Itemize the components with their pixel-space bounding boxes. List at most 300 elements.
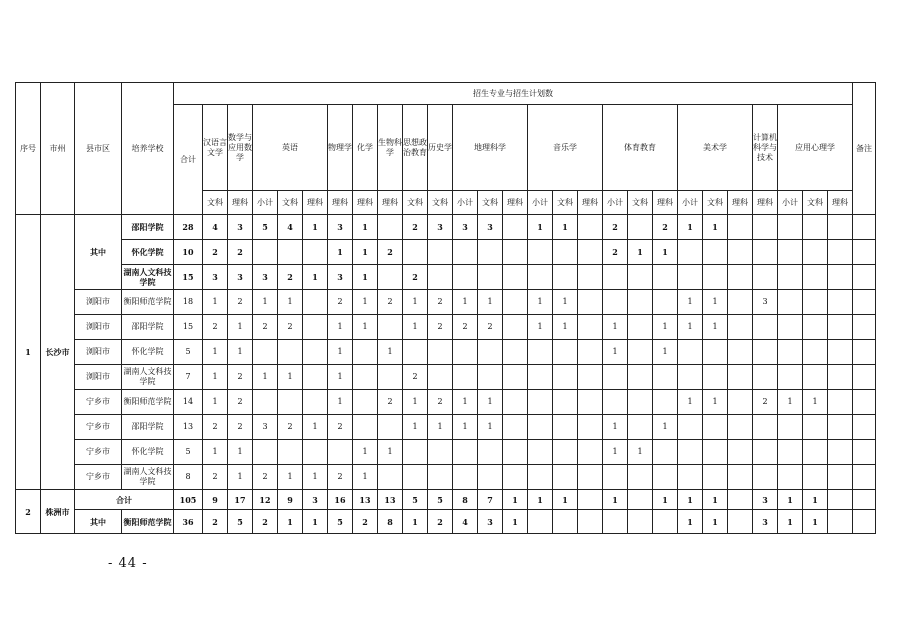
table-row [16, 490, 876, 510]
table-cell: 2 [253, 315, 278, 340]
table-cell [828, 365, 853, 390]
table-cell [828, 490, 853, 510]
table-cell: 1 [653, 240, 678, 265]
header-chinese: 汉语言文学 [203, 105, 228, 191]
sub-wen: 文科 [553, 191, 578, 215]
table-cell: 1 [628, 240, 653, 265]
table-cell [578, 290, 603, 315]
sub-wen: 文科 [628, 191, 653, 215]
table-cell: 8 [378, 510, 403, 534]
table-row [16, 440, 876, 465]
table-row [16, 510, 876, 534]
table-cell: 2 [403, 365, 428, 390]
table-cell [603, 390, 628, 415]
table-cell [828, 510, 853, 534]
header-english: 英语 [253, 105, 328, 191]
table-cell [578, 415, 603, 440]
row-remark [853, 415, 876, 440]
table-row [16, 415, 876, 440]
table-cell: 36 [174, 510, 203, 534]
table-cell [653, 365, 678, 390]
table-cell: 3 [478, 510, 503, 534]
table-cell: 1 [378, 440, 403, 465]
header-computer: 计算机科学与技术 [753, 105, 778, 191]
table-cell: 1 [678, 390, 703, 415]
table-cell [778, 215, 803, 240]
table-cell [303, 365, 328, 390]
table-cell: 1 [603, 415, 628, 440]
table-cell: 3 [753, 290, 778, 315]
table-cell [803, 340, 828, 365]
table-cell: 1 [603, 440, 628, 465]
table-cell: 1 [378, 340, 403, 365]
table-cell: 1 [603, 315, 628, 340]
table-cell [803, 215, 828, 240]
header-county: 县市区 [75, 83, 122, 215]
sub-li: 理科 [228, 191, 253, 215]
sub-li: 理科 [828, 191, 853, 215]
table-cell: 3 [228, 265, 253, 290]
table-cell [503, 340, 528, 365]
table-cell [353, 390, 378, 415]
table-cell [803, 290, 828, 315]
table-cell [828, 215, 853, 240]
table-cell: 1 [303, 265, 328, 290]
table-cell: 1 [703, 215, 728, 240]
sub-subtotal: 小计 [603, 191, 628, 215]
table-cell: 1 [678, 315, 703, 340]
table-row [16, 265, 876, 290]
table-cell: 1 [553, 315, 578, 340]
table-cell: 1 [303, 415, 328, 440]
table-cell [453, 440, 478, 465]
table-cell: 2 [428, 390, 453, 415]
table-cell [828, 240, 853, 265]
table-cell: 7 [174, 365, 203, 390]
header-math: 数学与应用数学 [228, 105, 253, 191]
table-cell: 1 [653, 340, 678, 365]
table-cell [653, 465, 678, 490]
table-cell [578, 465, 603, 490]
table-cell [553, 465, 578, 490]
table-cell [728, 465, 753, 490]
row-county: 浏阳市 [75, 340, 122, 365]
table-cell: 9 [278, 490, 303, 510]
table-cell: 8 [453, 490, 478, 510]
table-cell [253, 240, 278, 265]
table-cell [753, 340, 778, 365]
table-cell: 2 [278, 265, 303, 290]
table-cell: 15 [174, 315, 203, 340]
table-cell: 1 [453, 390, 478, 415]
row-remark [853, 315, 876, 340]
table-cell: 2 [278, 315, 303, 340]
table-cell: 16 [328, 490, 353, 510]
table-cell: 3 [453, 215, 478, 240]
header-school: 培养学校 [122, 83, 174, 215]
table-cell [603, 290, 628, 315]
table-cell: 1 [278, 465, 303, 490]
table-cell: 2 [428, 510, 453, 534]
table-cell [453, 240, 478, 265]
table-cell [578, 215, 603, 240]
table-cell [678, 240, 703, 265]
table-cell: 2 [403, 215, 428, 240]
table-cell [503, 215, 528, 240]
table-cell: 1 [553, 290, 578, 315]
table-cell [728, 315, 753, 340]
header-plan: 招生专业与招生计划数 [174, 83, 853, 105]
header-biology: 生物科学 [378, 105, 403, 191]
table-cell [753, 415, 778, 440]
table-cell: 1 [803, 390, 828, 415]
header-total: 合计 [174, 105, 203, 215]
table-cell [578, 265, 603, 290]
table-cell: 3 [753, 490, 778, 510]
row-school: 怀化学院 [122, 240, 174, 265]
table-cell [703, 440, 728, 465]
table-cell: 1 [328, 365, 353, 390]
sub-wen: 文科 [703, 191, 728, 215]
table-cell: 1 [603, 490, 628, 510]
row-county: 宁乡市 [75, 465, 122, 490]
table-cell [778, 365, 803, 390]
header-politics: 思想政治教育 [403, 105, 428, 191]
table-cell: 28 [174, 215, 203, 240]
table-cell [703, 415, 728, 440]
table-cell [828, 290, 853, 315]
table-cell [703, 240, 728, 265]
table-cell: 1 [203, 290, 228, 315]
table-cell [278, 240, 303, 265]
table-cell: 1 [678, 490, 703, 510]
table-cell: 2 [428, 290, 453, 315]
table-cell [553, 390, 578, 415]
sub-wen: 文科 [428, 191, 453, 215]
row-county: 宁乡市 [75, 440, 122, 465]
table-cell: 18 [174, 290, 203, 315]
table-cell [653, 440, 678, 465]
table-row [16, 290, 876, 315]
table-cell [728, 415, 753, 440]
table-cell: 13 [378, 490, 403, 510]
table-cell [503, 465, 528, 490]
table-cell [803, 240, 828, 265]
row-remark [853, 390, 876, 415]
enrollment-plan-table [15, 82, 876, 534]
table-cell: 3 [303, 490, 328, 510]
table-cell [803, 415, 828, 440]
table-cell: 1 [678, 510, 703, 534]
table-cell [728, 365, 753, 390]
table-cell: 2 [378, 290, 403, 315]
table-cell [478, 365, 503, 390]
table-cell [578, 390, 603, 415]
table-cell [603, 265, 628, 290]
table-cell: 3 [228, 215, 253, 240]
table-cell [503, 415, 528, 440]
table-cell: 1 [403, 315, 428, 340]
row-county: 浏阳市 [75, 315, 122, 340]
table-cell: 1 [353, 290, 378, 315]
table-cell: 1 [803, 490, 828, 510]
table-cell [428, 240, 453, 265]
table-cell: 17 [228, 490, 253, 510]
table-cell: 1 [353, 465, 378, 490]
table-cell [303, 240, 328, 265]
table-cell: 1 [303, 465, 328, 490]
sub-wen: 文科 [403, 191, 428, 215]
table-cell: 2 [203, 240, 228, 265]
sub-subtotal: 小计 [528, 191, 553, 215]
row-school: 邵阳学院 [122, 315, 174, 340]
table-cell [628, 510, 653, 534]
table-cell: 2 [228, 415, 253, 440]
row-school: 邵阳学院 [122, 415, 174, 440]
table-cell: 1 [353, 440, 378, 465]
table-cell [303, 290, 328, 315]
table-cell: 12 [253, 490, 278, 510]
table-cell: 1 [253, 365, 278, 390]
table-cell: 3 [203, 265, 228, 290]
table-cell: 3 [328, 265, 353, 290]
table-cell: 2 [328, 290, 353, 315]
sub-li: 理科 [353, 191, 378, 215]
table-cell [253, 340, 278, 365]
table-cell [478, 240, 503, 265]
table-cell [253, 440, 278, 465]
row-county: 宁乡市 [75, 415, 122, 440]
table-cell [278, 390, 303, 415]
table-cell: 5 [174, 440, 203, 465]
table-cell [803, 315, 828, 340]
table-cell [503, 265, 528, 290]
table-cell [828, 340, 853, 365]
table-cell [528, 440, 553, 465]
header-psychology: 应用心理学 [778, 105, 853, 191]
table-cell: 1 [453, 290, 478, 315]
table-cell: 2 [228, 390, 253, 415]
table-cell: 1 [228, 465, 253, 490]
table-cell [728, 490, 753, 510]
table-cell: 1 [678, 215, 703, 240]
table-cell: 1 [303, 510, 328, 534]
table-cell: 1 [328, 390, 353, 415]
table-cell: 1 [428, 415, 453, 440]
header-physics: 物理学 [328, 105, 353, 191]
table-cell: 1 [353, 240, 378, 265]
row-school: 湖南人文科技学院 [122, 265, 174, 290]
table-cell [778, 340, 803, 365]
table-cell: 2 [478, 315, 503, 340]
table-cell [578, 315, 603, 340]
table-cell [503, 440, 528, 465]
table-cell [378, 265, 403, 290]
table-cell [728, 340, 753, 365]
row-county: 浏阳市 [75, 290, 122, 315]
table-row [16, 215, 876, 240]
table-cell: 1 [528, 490, 553, 510]
table-cell [428, 265, 453, 290]
table-cell: 2 [228, 365, 253, 390]
table-cell [478, 340, 503, 365]
sub-wen: 文科 [278, 191, 303, 215]
table-cell: 8 [174, 465, 203, 490]
table-cell [728, 390, 753, 415]
table-cell [778, 240, 803, 265]
table-cell: 2 [228, 240, 253, 265]
row-county: 其中 [75, 510, 122, 534]
table-cell: 1 [353, 215, 378, 240]
table-cell [378, 415, 403, 440]
table-cell [528, 415, 553, 440]
table-cell: 2 [203, 415, 228, 440]
table-cell: 2 [228, 290, 253, 315]
row-school: 衡阳师范学院 [122, 390, 174, 415]
table-cell: 1 [278, 290, 303, 315]
table-cell: 2 [403, 265, 428, 290]
table-cell [653, 510, 678, 534]
table-cell [728, 440, 753, 465]
table-cell: 2 [278, 415, 303, 440]
row-county: 其中 [75, 215, 122, 290]
table-cell [553, 510, 578, 534]
table-cell: 5 [328, 510, 353, 534]
table-cell [778, 440, 803, 465]
table-cell: 1 [703, 390, 728, 415]
table-cell [828, 415, 853, 440]
header-history: 历史学 [428, 105, 453, 191]
table-cell [278, 440, 303, 465]
table-cell [528, 340, 553, 365]
table-cell [803, 440, 828, 465]
table-cell [753, 465, 778, 490]
table-cell [628, 340, 653, 365]
table-cell [553, 440, 578, 465]
table-cell: 2 [203, 315, 228, 340]
table-body [16, 215, 876, 534]
table-cell [553, 240, 578, 265]
table-cell: 1 [703, 510, 728, 534]
table-cell [753, 315, 778, 340]
table-cell: 1 [403, 290, 428, 315]
row-remark [853, 365, 876, 390]
row-school: 湖南人文科技学院 [122, 365, 174, 390]
table-cell [428, 365, 453, 390]
table-cell [353, 365, 378, 390]
table-cell: 1 [303, 215, 328, 240]
table-cell: 3 [478, 215, 503, 240]
table-cell [478, 265, 503, 290]
table-cell: 2 [753, 390, 778, 415]
table-cell [528, 265, 553, 290]
table-cell [703, 365, 728, 390]
header-geography: 地理科学 [453, 105, 528, 191]
table-cell: 1 [228, 440, 253, 465]
table-cell: 1 [453, 415, 478, 440]
sub-li: 理科 [328, 191, 353, 215]
table-cell [653, 265, 678, 290]
table-cell [753, 240, 778, 265]
table-cell [753, 440, 778, 465]
table-cell [453, 265, 478, 290]
table-cell: 1 [653, 315, 678, 340]
table-cell [553, 415, 578, 440]
row-school: 湖南人文科技学院 [122, 465, 174, 490]
header-art: 美术学 [678, 105, 753, 191]
table-cell [603, 365, 628, 390]
table-cell: 2 [328, 415, 353, 440]
table-cell [378, 215, 403, 240]
table-cell [503, 240, 528, 265]
table-cell: 15 [174, 265, 203, 290]
table-cell: 1 [628, 440, 653, 465]
table-cell [678, 340, 703, 365]
table-cell: 1 [553, 215, 578, 240]
table-cell [778, 265, 803, 290]
table-cell: 2 [653, 215, 678, 240]
table-cell: 1 [203, 365, 228, 390]
table-cell: 1 [703, 490, 728, 510]
table-cell [703, 465, 728, 490]
sub-wen: 文科 [203, 191, 228, 215]
sub-subtotal: 小计 [453, 191, 478, 215]
table-cell [453, 365, 478, 390]
table-cell [403, 465, 428, 490]
table-cell: 5 [403, 490, 428, 510]
table-cell: 2 [253, 465, 278, 490]
row-school: 衡阳师范学院 [122, 290, 174, 315]
table-cell [678, 440, 703, 465]
table-cell [403, 240, 428, 265]
table-cell [503, 315, 528, 340]
table-cell [803, 265, 828, 290]
table-cell [578, 440, 603, 465]
header-city: 市州 [41, 83, 75, 215]
row-county: 宁乡市 [75, 390, 122, 415]
table-cell [778, 315, 803, 340]
table-cell [653, 290, 678, 315]
table-cell: 2 [353, 510, 378, 534]
table-cell: 105 [174, 490, 203, 510]
table-cell: 2 [378, 390, 403, 415]
table-cell: 2 [253, 510, 278, 534]
table-cell [628, 265, 653, 290]
table-cell: 1 [478, 390, 503, 415]
row-remark [853, 465, 876, 490]
header-seq: 序号 [16, 83, 41, 215]
table-cell [778, 415, 803, 440]
table-cell [528, 240, 553, 265]
table-cell [353, 340, 378, 365]
sub-li: 理科 [578, 191, 603, 215]
table-cell: 1 [778, 490, 803, 510]
table-cell [403, 340, 428, 365]
table-cell [528, 465, 553, 490]
table-cell: 1 [403, 390, 428, 415]
table-cell [778, 290, 803, 315]
table-cell: 3 [428, 215, 453, 240]
table-cell [403, 440, 428, 465]
table-cell [378, 315, 403, 340]
row-remark [853, 440, 876, 465]
header-music: 音乐学 [528, 105, 603, 191]
table-cell: 1 [278, 365, 303, 390]
row-seq: 1 [16, 215, 41, 490]
row-remark [853, 290, 876, 315]
table-cell [503, 365, 528, 390]
table-cell: 3 [253, 265, 278, 290]
